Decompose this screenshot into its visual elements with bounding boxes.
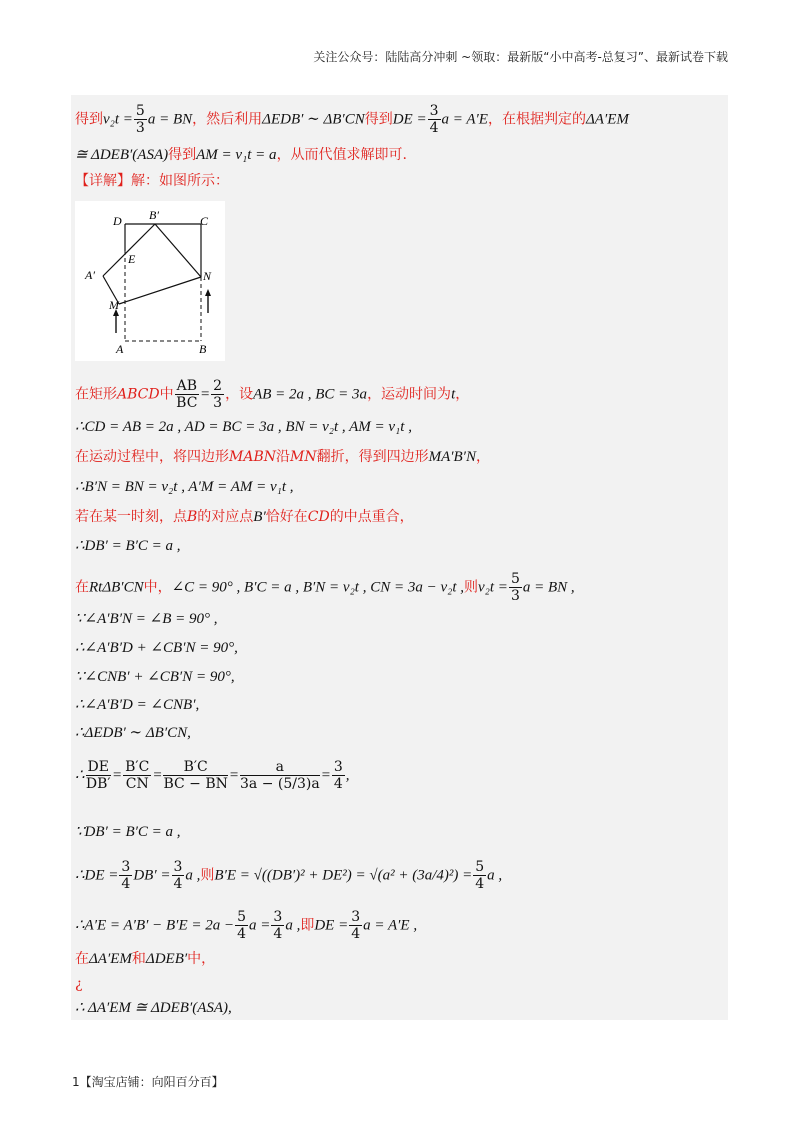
text: 翻折，得到四边形 (316, 449, 429, 465)
label-d: D (113, 214, 122, 228)
math: a = BN , (522, 579, 575, 596)
header-note: 关注公众号：陆陆高分冲刺 ~领取：最新版“小中高考-总复习”、最新试卷下载 (313, 50, 728, 64)
fraction: $\frac{5}{4}$ (237, 909, 247, 942)
math: AB = 2a , BC = 3a (253, 386, 368, 403)
math: = (200, 386, 211, 403)
line-7: ∴B′N = BN = v₂t , A′M = AM = v₁t , (75, 479, 294, 495)
text: 在运动过程中，将四边形 (75, 449, 229, 465)
line-10 (75, 571, 575, 604)
math: ΔEDB′ ∼ ΔB′CN (262, 111, 365, 128)
math: = (152, 767, 163, 784)
footer-note: 1【淘宝店铺：向阳百分百】 (72, 1075, 224, 1089)
text: ， (475, 449, 490, 465)
text: 即 (300, 917, 315, 934)
math: RtΔB′CN (89, 579, 144, 596)
label-m: M (109, 298, 119, 312)
text: 则 (464, 579, 479, 596)
text: 则 (200, 867, 215, 884)
fraction: $\frac{B'C}{CN}$ (125, 759, 150, 792)
text: ， (455, 386, 470, 403)
math: ≅ ΔDEB′(ASA) (75, 147, 169, 163)
detail-heading: 【详解】解：如图所示： (75, 173, 229, 189)
text: 的中点重合， (329, 509, 414, 525)
math: a , (285, 917, 301, 934)
text: 在 (75, 579, 89, 596)
text: 中 (159, 386, 174, 403)
line-12: ∴∠A′B′D + ∠CB′N = 90°, (75, 640, 238, 656)
fraction: $\frac{5}{3}$ (135, 103, 145, 136)
fraction: $\frac{3}{4}$ (351, 909, 361, 942)
label-a: A (116, 342, 124, 356)
line-2 (75, 145, 407, 165)
rectangle-fold-diagram (75, 201, 225, 361)
line-13: ∵∠CNB′ + ∠CB′N = 90°, (75, 669, 235, 685)
math: a = A′E , (363, 917, 418, 934)
fraction: $\frac{5}{3}$ (510, 571, 520, 604)
math: DE = (392, 111, 427, 128)
math: a = BN (147, 111, 193, 128)
text: ，然后利用 (192, 111, 263, 128)
fraction: $\frac{AB}{BC}$ (176, 378, 198, 411)
fraction: $\frac{3}{4}$ (173, 859, 183, 892)
label-n: N (203, 269, 212, 283)
line-1 (75, 103, 629, 136)
label-e: E (128, 252, 136, 266)
line-16 (75, 759, 349, 792)
math: AM = v₁t = a (196, 147, 277, 163)
line-22: ∴ ΔA′EM ≅ ΔDEB′(ASA), (75, 1000, 232, 1016)
text: ，设 (225, 386, 254, 403)
math: ΔA′EM (585, 111, 629, 128)
math: ∴DE = (75, 867, 119, 884)
math: = (112, 767, 123, 784)
fraction: $\frac{3}{4}$ (273, 909, 283, 942)
line-19 (75, 909, 417, 942)
fraction: $\frac{3}{4}$ (333, 759, 343, 792)
text: 在 (75, 951, 89, 967)
text: 得到 (168, 147, 197, 163)
line-17: ∵DB′ = B′C = a , (75, 824, 181, 840)
label-bp: B′ (149, 208, 159, 222)
arrow-n-head (205, 289, 211, 296)
line-15: ∴ΔEDB′ ∼ ΔB′CN, (75, 725, 191, 741)
fraction: $\frac{3}{4}$ (429, 103, 439, 136)
text: ，从而代值求解即可. (276, 147, 408, 163)
edge-bpn (155, 224, 201, 277)
math: MA′B′N (428, 449, 476, 465)
math: , (345, 767, 350, 784)
math: ΔA′EM (89, 951, 132, 967)
line-20 (75, 949, 215, 969)
edge-bpap (103, 224, 155, 276)
text: ，运动时间为 (367, 386, 452, 403)
fraction: $\frac{3}{4}$ (121, 859, 131, 892)
math: a = (249, 917, 271, 934)
text: 若在某一时刻，点 (75, 509, 187, 525)
text: 恰好在 (265, 509, 308, 525)
line-5: ∴CD = AB = 2a , AD = BC = 3a , BN = v₂t , AM = v₁t , (75, 419, 412, 435)
text: 得到 (75, 111, 103, 128)
math: DB′ = (133, 867, 171, 884)
text: CD (307, 509, 330, 525)
line-9: ∴DB′ = B′C = a , (75, 538, 181, 554)
fraction: $\frac{DE}{DB'}$ (85, 759, 111, 792)
math: DE = (314, 917, 349, 934)
text: ABCD (117, 386, 160, 403)
text: ，在根据判定的 (487, 111, 586, 128)
math: t (451, 386, 456, 403)
text: 中， (143, 579, 172, 596)
line-11: ∵∠A′B′N = ∠B = 90° , (75, 611, 218, 627)
math: v₂t = (103, 111, 133, 128)
line-8 (75, 507, 414, 527)
math: = (228, 767, 239, 784)
fraction: $\frac{a}{3a - (5/3)a}$ (240, 759, 320, 792)
text: 得到 (364, 111, 393, 128)
line-4 (75, 378, 469, 411)
line-18 (75, 859, 502, 892)
math: a , (185, 867, 201, 884)
label-ap: A′ (85, 268, 95, 282)
fraction: $\frac{5}{4}$ (475, 859, 485, 892)
line-6 (75, 447, 490, 467)
math: ∴ (75, 767, 85, 784)
text: 在矩形 (75, 386, 117, 403)
fraction: $\frac{B'C}{BC - BN}$ (163, 759, 228, 792)
line-14: ∴∠A′B′D = ∠CNB′, (75, 697, 200, 713)
text: MABN (229, 449, 276, 465)
math: B′E = √((DB′)² + DE²) = √(a² + (3a/4)²) = (214, 867, 473, 884)
math: a = A′E (441, 111, 488, 128)
text: MN (289, 449, 317, 465)
math: v₂t = (478, 579, 508, 596)
solution-panel (71, 95, 728, 1020)
edge-mn (119, 277, 201, 304)
math: ΔDEB′ (145, 951, 188, 967)
math: B′ (253, 509, 266, 525)
math: ∴A′E = A′B′ − B′E = 2a − (75, 917, 235, 934)
text: 的对应点 (197, 509, 254, 525)
math: a , (487, 867, 503, 884)
line-21: ¿ (75, 976, 83, 992)
label-b: B (199, 342, 207, 356)
text: B (187, 509, 198, 525)
label-c: C (200, 214, 209, 228)
text: 中， (187, 951, 216, 967)
fraction: $\frac{2}{3}$ (213, 378, 223, 411)
text: 沿 (275, 449, 290, 465)
math: ∠C = 90° , B′C = a , B′N = v₂t , CN = 3a − v₂t , (171, 579, 465, 596)
math: = (320, 767, 331, 784)
text: 和 (131, 951, 146, 967)
geometry-figure (75, 201, 225, 361)
